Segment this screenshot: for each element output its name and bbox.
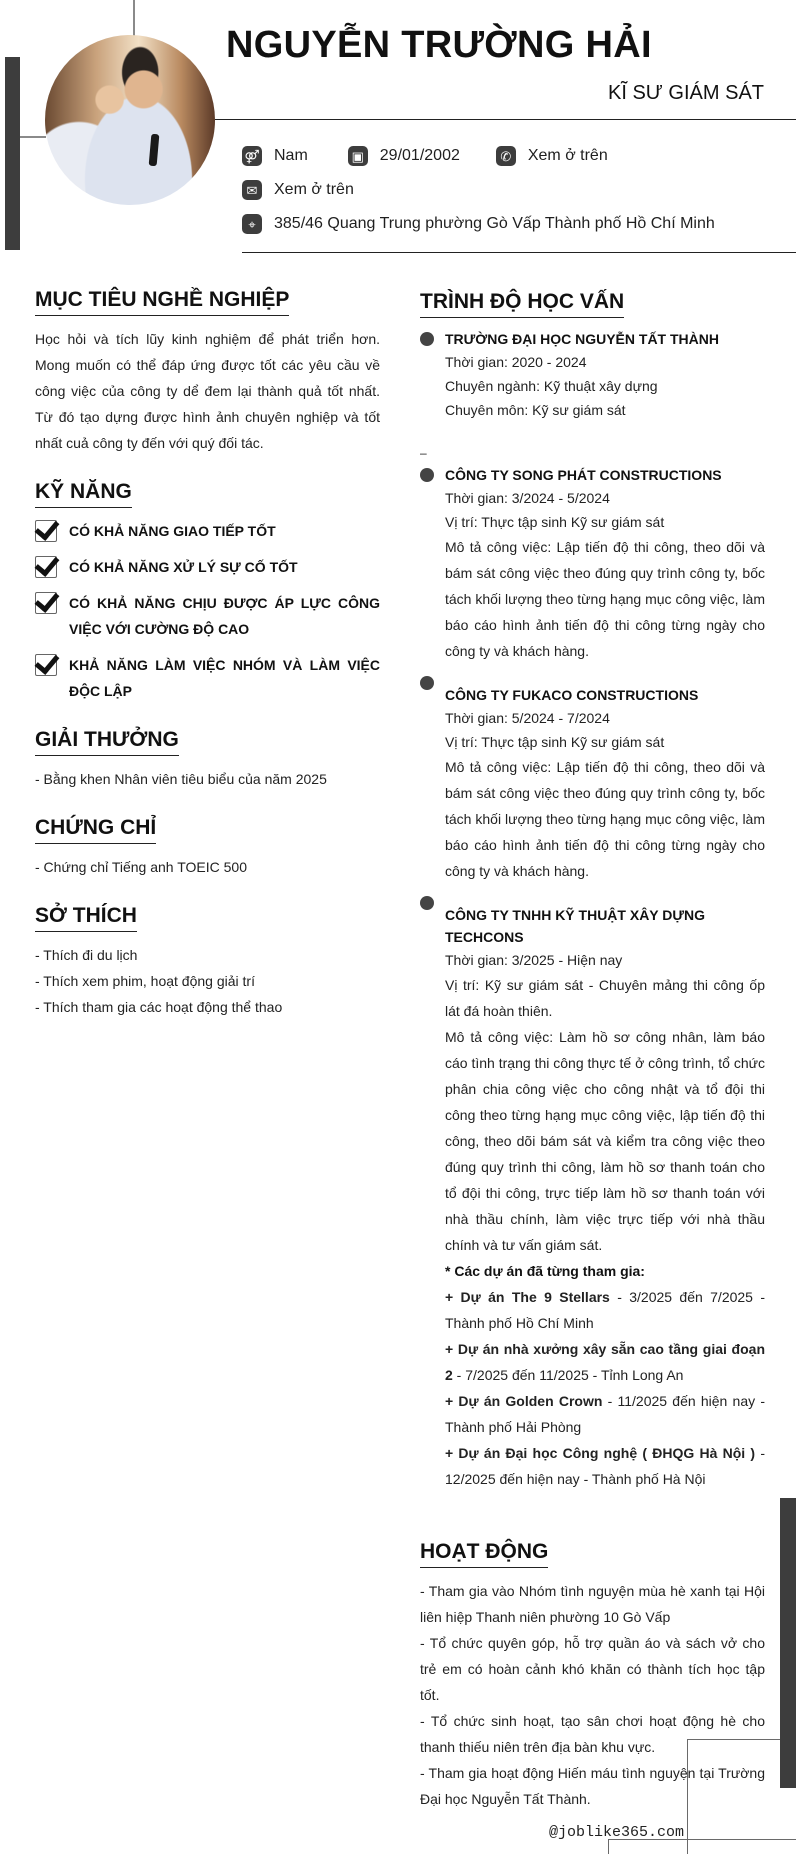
section-title: MỤC TIÊU NGHỀ NGHIỆP <box>35 288 289 316</box>
experience-entry <box>420 678 765 884</box>
decorative-bar-left <box>5 57 20 250</box>
experience-description: Mô tả công việc: Làm hồ sơ công nhân, làm báo cáo tình trạng thi công thực tế ở công trình, tổ chức phân chia công việc cho công nhật và tổ đội thi công theo từng hạng mục công việc, lập tiến độ thi công, theo dõi bám sát và kiểm tra công việc theo đúng quy trình thi công, làm hồ sơ thanh toán cho tổ đội thi công, trực tiếp làm hồ sơ thanh toán với nhà thầu chính, làm việc trực tiếp với nhà thầu chính và tư vấn giám sát. <box>445 1029 765 1253</box>
section-title: SỞ THÍCH <box>35 904 137 932</box>
skill-item <box>35 554 380 580</box>
activity-item: - Tham gia vào Nhóm tình nguyện mùa hè xanh tại Hội liên hiệp Thanh niên phường 10 Gò Vấp <box>420 1583 765 1625</box>
experience-description: Mô tả công việc: Lập tiến độ thi công, theo dõi và bám sát công việc theo đúng quy trình công ty, bốc tách khối lượng theo từng hạng mục công việc, làm báo cáo hình ảnh tiến độ thi công từng ngày cho công ty và khách hàng. <box>445 539 765 659</box>
skills-section <box>35 480 380 704</box>
hobby-item: - Thích tham gia các hoạt động thể thao <box>35 999 283 1015</box>
project-name: + Dự án Đại học Công nghệ ( ĐHQG Hà Nội ) <box>445 1445 756 1461</box>
header-divider <box>215 119 796 120</box>
calendar-icon: ▣ <box>348 146 368 166</box>
job-title: KĨ SƯ GIÁM SÁT <box>608 82 764 104</box>
section-title: KỸ NĂNG <box>35 480 132 508</box>
avatar <box>45 35 215 205</box>
project-detail: - 11/2025 đến hiện nay - Thành phố Hải Phòng <box>445 1393 765 1435</box>
project-item <box>445 1388 765 1440</box>
contact-address <box>242 214 715 234</box>
company-name: CÔNG TY TNHH KỸ THUẬT XÂY DỰNG TECHCONS <box>445 907 705 945</box>
experience-time: Thời gian: 5/2024 - 7/2024 <box>445 710 610 726</box>
skill-label: CÓ KHẢ NĂNG GIAO TIẾP TỐT <box>69 523 276 539</box>
contact-birthday <box>348 146 460 166</box>
phone-value[interactable]: Xem ở trên <box>527 147 608 164</box>
experience-entry <box>420 464 765 664</box>
checkbox-checked-icon <box>35 654 57 676</box>
checkbox-checked-icon <box>35 520 57 542</box>
experience-time: Thời gian: 3/2025 - Hiện nay <box>445 952 623 968</box>
timeline-dot-icon <box>420 468 434 482</box>
experience-entry <box>420 898 765 1492</box>
education-major: Chuyên ngành: Kỹ thuật xây dựng <box>445 378 658 394</box>
projects-heading-text: * Các dự án đã từng tham gia: <box>445 1263 645 1279</box>
project-detail: - 7/2025 đến 11/2025 - Tỉnh Long An <box>452 1367 684 1383</box>
avatar-detail <box>149 133 160 166</box>
decorative-line-left <box>20 136 46 138</box>
projects-heading <box>445 1258 765 1284</box>
project-name: + Dự án nhà xưởng xây sẵn cao tầng giai đoạn 2 <box>445 1341 765 1383</box>
experience-position: Vị trí: Thực tập sinh Kỹ sư giám sát <box>445 514 665 530</box>
experience-position: Vị trí: Kỹ sư giám sát - Chuyên mảng thi công ốp lát đá hoàn thiên. <box>445 977 765 1019</box>
contact-email <box>242 180 354 200</box>
address-value: 385/46 Quang Trung phường Gò Vấp Thành phố Hồ Chí Minh <box>274 215 715 232</box>
company-name: CÔNG TY SONG PHÁT CONSTRUCTIONS <box>445 467 722 483</box>
objective-section <box>35 288 380 456</box>
location-icon: ⌖ <box>242 214 262 234</box>
contact-divider <box>242 252 796 253</box>
experience-time: Thời gian: 3/2024 - 5/2024 <box>445 490 610 506</box>
candidate-name: NGUYỄN TRƯỜNG HẢI <box>226 24 652 66</box>
decorative-bar-right <box>780 1498 796 1788</box>
activity-item: - Tham gia hoạt động Hiến máu tình nguyện tại Trường Đại học Nguyễn Tất Thành. <box>420 1765 765 1807</box>
contact-row <box>242 146 608 166</box>
decorative-line-top <box>133 0 135 36</box>
project-item <box>445 1336 765 1388</box>
skill-item <box>35 652 380 704</box>
skill-label: CÓ KHẢ NĂNG XỬ LÝ SỰ CỐ TỐT <box>69 559 298 575</box>
right-column <box>420 290 765 1506</box>
awards-section <box>35 728 380 792</box>
contact-row <box>242 180 354 200</box>
birthday-value: 29/01/2002 <box>379 147 460 164</box>
section-title: HOẠT ĐỘNG <box>420 1540 548 1568</box>
education-specialty: Chuyên môn: Kỹ sư giám sát <box>445 402 626 418</box>
watermark[interactable]: @joblike365.com <box>549 1824 685 1841</box>
activity-item: - Tổ chức sinh hoạt, tạo sân chơi hoạt động hè cho thanh thiếu niên trên địa bàn khu vực. <box>420 1713 765 1755</box>
project-name: + Dự án Golden Crown <box>445 1393 603 1409</box>
left-column <box>35 288 380 1044</box>
project-item <box>445 1440 765 1492</box>
gender-value: Nam <box>274 147 308 164</box>
timeline-dot-icon <box>420 896 434 910</box>
section-title: CHỨNG CHỈ <box>35 816 156 844</box>
education-entry <box>420 328 765 422</box>
certificate-item: - Chứng chỉ Tiếng anh TOEIC 500 <box>35 859 247 875</box>
experience-description: Mô tả công việc: Lập tiến độ thi công, theo dõi và bám sát công việc theo đúng quy trình công ty, bốc tách khối lượng theo từng hạng mục công việc, làm báo cáo hình ảnh tiến độ thi công từng ngày cho công ty và khách hàng. <box>445 759 765 879</box>
decorative-line-bottom <box>608 1839 609 1854</box>
timeline-dot-icon <box>420 332 434 346</box>
education-time: Thời gian: 2020 - 2024 <box>445 354 587 370</box>
hobby-item: - Thích đi du lịch <box>35 947 138 963</box>
hobbies-section <box>35 904 380 1020</box>
phone-icon: ✆ <box>496 146 516 166</box>
project-item <box>445 1284 765 1336</box>
project-detail: - 3/2025 đến 7/2025 - Thành phố Hồ Chí Minh <box>445 1289 765 1331</box>
skill-label: CÓ KHẢ NĂNG CHỊU ĐƯỢC ÁP LỰC CÔNG VIỆC VỚI CƯỜNG ĐỘ CAO <box>69 595 380 637</box>
timeline-dot-icon <box>420 676 434 690</box>
section-title: GIẢI THƯỞNG <box>35 728 179 756</box>
section-title: TRÌNH ĐỘ HỌC VẤN <box>420 290 624 318</box>
checkbox-checked-icon <box>35 556 57 578</box>
checkbox-checked-icon <box>35 592 57 614</box>
project-name: + Dự án The 9 Stellars <box>445 1289 610 1305</box>
email-value[interactable]: Xem ở trên <box>274 181 354 198</box>
school-name: TRƯỜNG ĐẠI HỌC NGUYỄN TẤT THÀNH <box>445 331 719 347</box>
stray-dash: – <box>420 446 427 460</box>
hobby-item: - Thích xem phim, hoạt động giải trí <box>35 973 255 989</box>
gender-icon: ⚤ <box>242 146 262 166</box>
objective-text: Học hỏi và tích lũy kinh nghiệm để phát triển hơn. Mong muốn có thể đáp ứng được tốt các yêu cầu về công việc của công ty dể đem lại thành quả tốt nhất. Từ đó tạo dựng được hình ảnh chuyên nghiệp và tốt nhất cuả công ty đến với quý đối tác. <box>35 331 380 451</box>
contact-phone <box>496 146 608 166</box>
skill-item <box>35 590 380 642</box>
activity-item: - Tổ chức quyên góp, hỗ trợ quần áo và sách vở cho trẻ em có hoàn cảnh khó khăn có thành tích học tập tốt. <box>420 1635 765 1703</box>
certificates-section <box>35 816 380 880</box>
activities-section <box>420 1540 765 1812</box>
company-name: CÔNG TY FUKACO CONSTRUCTIONS <box>445 687 699 703</box>
email-icon: ✉ <box>242 180 262 200</box>
skill-item <box>35 518 380 544</box>
project-detail: - 12/2025 đến hiện nay - Thành phố Hà Nội <box>445 1445 765 1487</box>
contact-row <box>242 214 715 234</box>
skill-label: KHẢ NĂNG LÀM VIỆC NHÓM VÀ LÀM VIỆC ĐỘC LẬP <box>69 657 380 699</box>
contact-gender <box>242 146 308 166</box>
experience-position: Vị trí: Thực tập sinh Kỹ sư giám sát <box>445 734 665 750</box>
award-item: - Bằng khen Nhân viên tiêu biểu của năm 2025 <box>35 771 327 787</box>
